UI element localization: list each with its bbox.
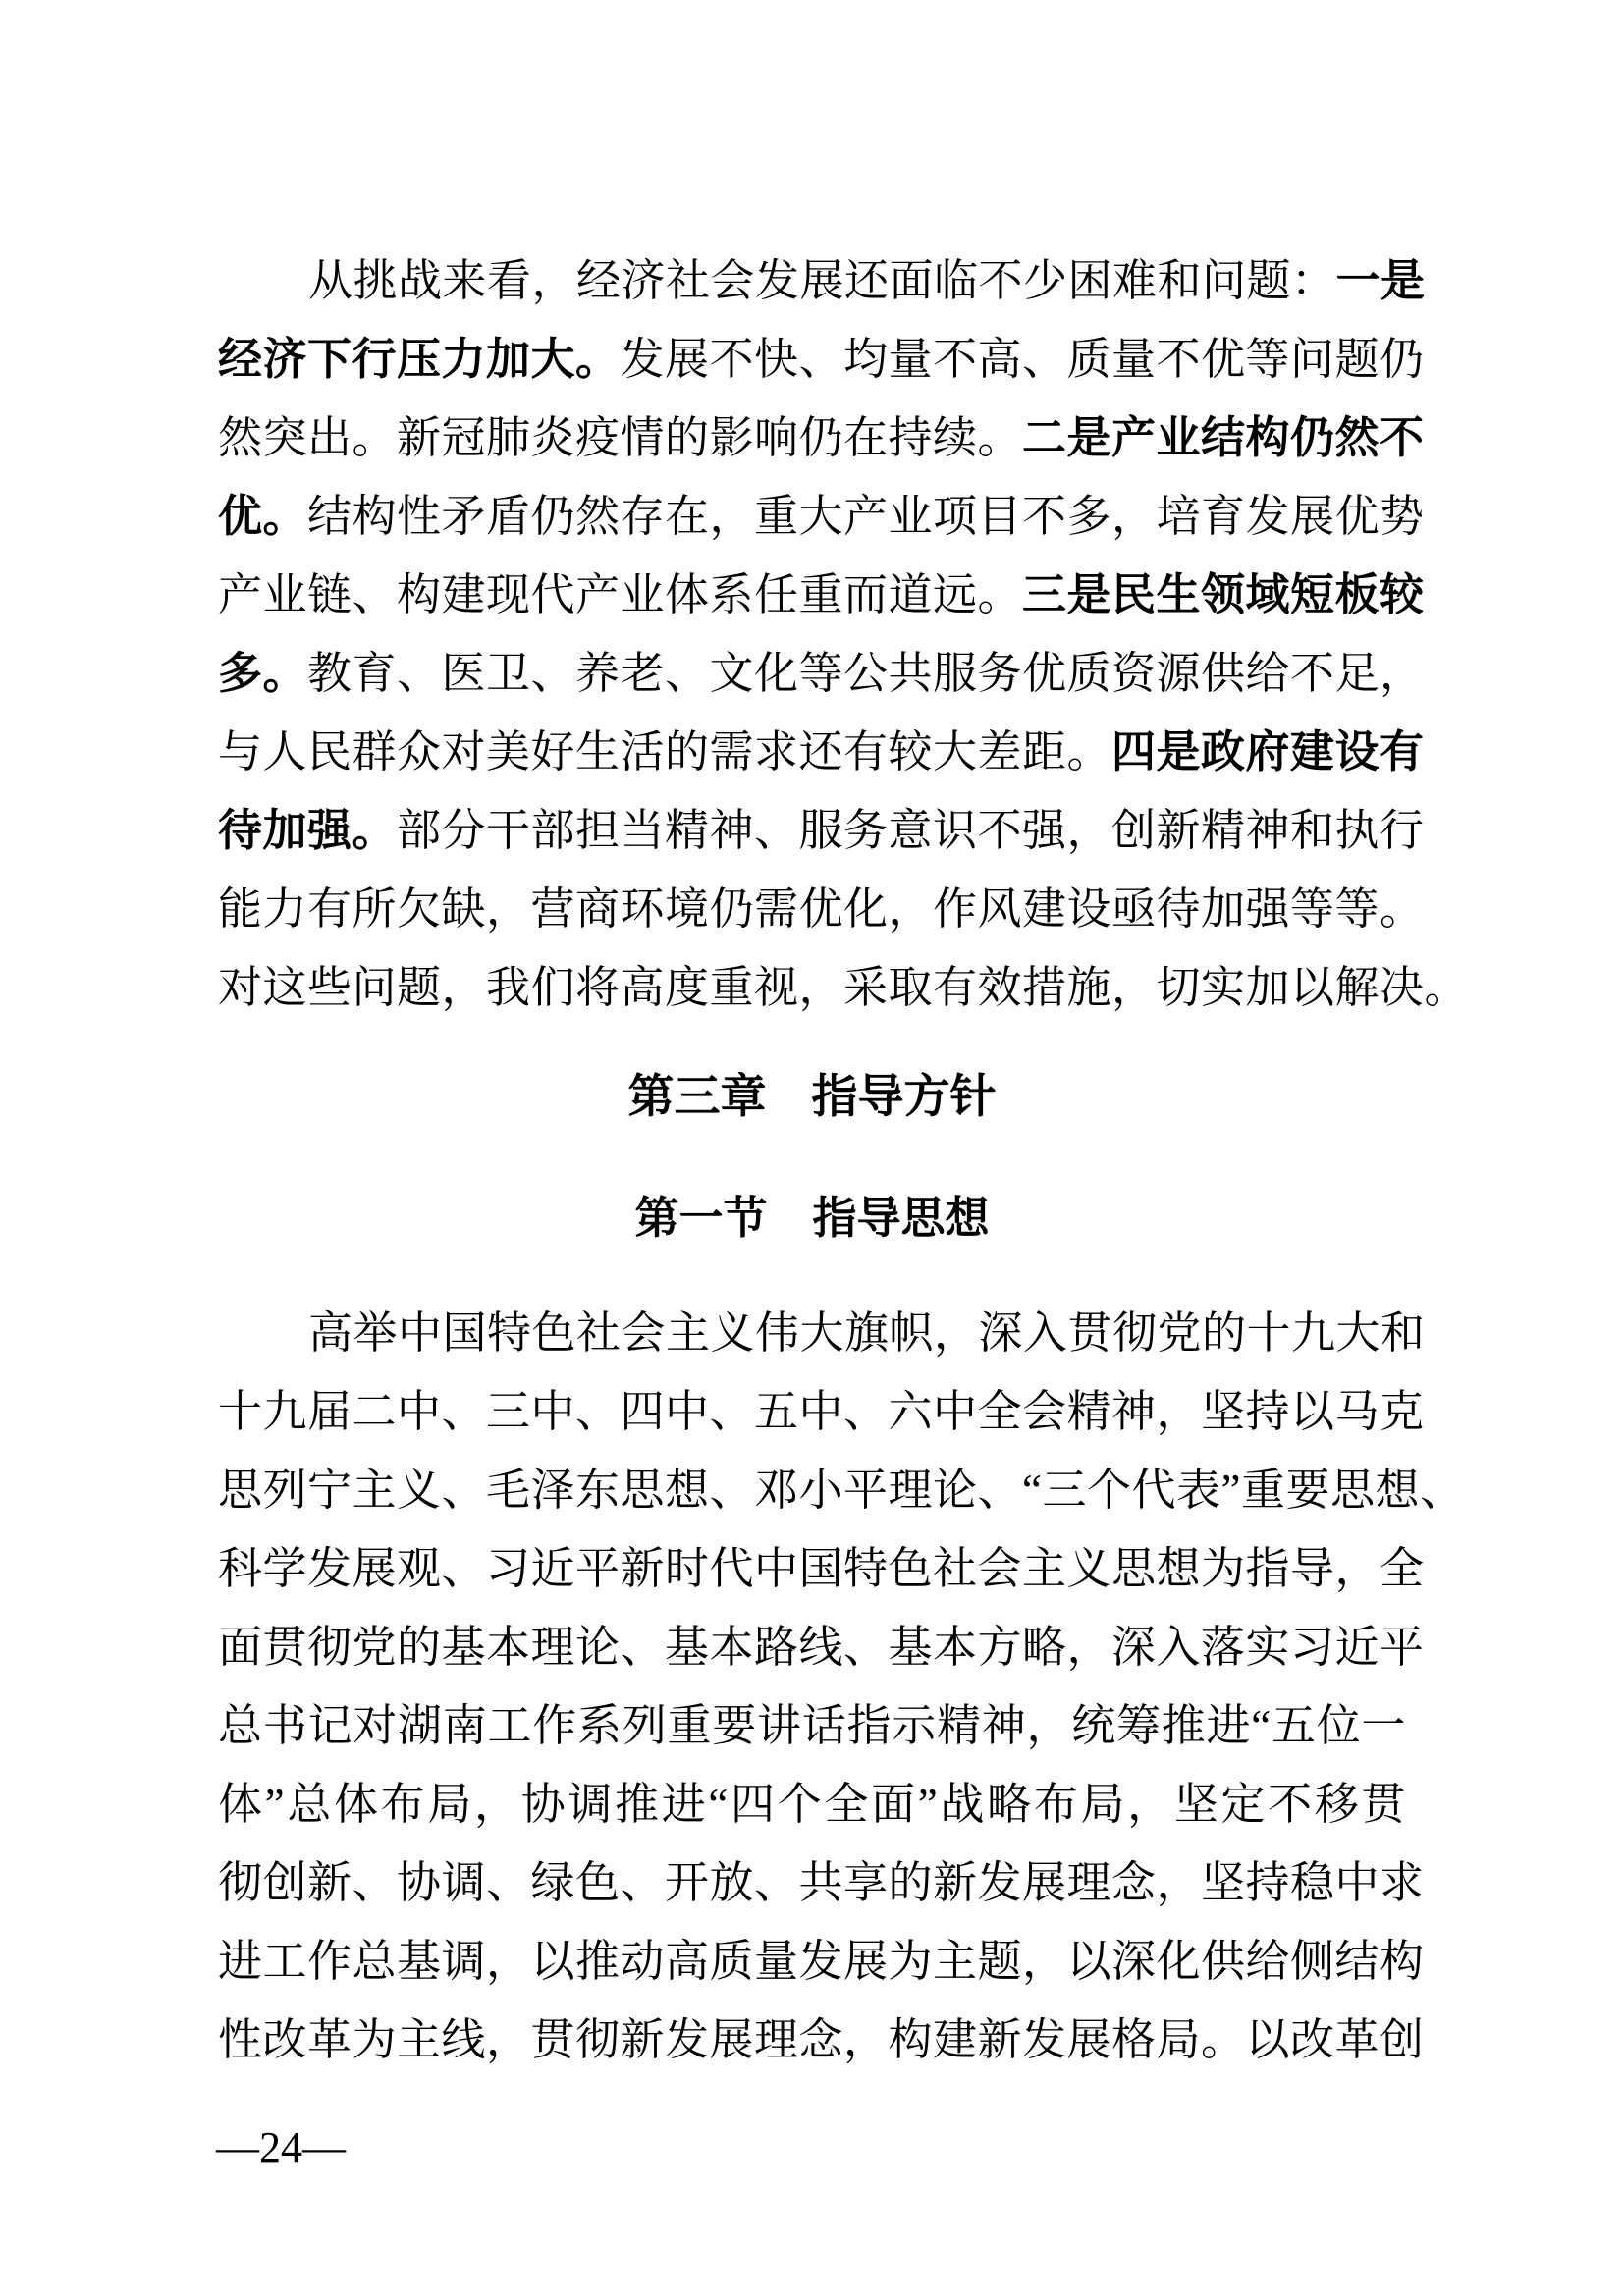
- text-segment: 发展不快、均量不高、质量不优等问题仍: [620, 335, 1425, 384]
- text-segment-bold: 二是产业结构仍然不: [1022, 413, 1425, 462]
- text-segment: 体”总体布局，协调推进“四个全面”战略布局，坚定不移贯: [218, 1780, 1406, 1829]
- text-line: [218, 1294, 1426, 1372]
- text-line: [218, 2001, 1425, 2079]
- section-title: 指导思想: [812, 1193, 990, 1243]
- text-segment-bold: 三是民生领域短板较: [1022, 570, 1425, 619]
- paragraph-challenges: [218, 241, 1470, 1027]
- text-segment-bold: 待加强。: [218, 806, 398, 855]
- text-line: [218, 1765, 1406, 1843]
- text-line: [218, 320, 1425, 399]
- chapter-title: 指导方针: [811, 1072, 997, 1123]
- text-line: [218, 241, 1426, 320]
- text-segment: 部分干部担当精神、服务意识不强，创新精神和执行: [397, 806, 1425, 855]
- text-line: [218, 1529, 1425, 1608]
- text-segment: 高举中国特色社会主义伟大旗帜，深入贯彻党的十九大和: [308, 1308, 1426, 1358]
- text-line: [218, 634, 1425, 713]
- text-segment: 产业链、构建现代产业体系任重而道远。: [218, 570, 1023, 619]
- text-segment: 然突出。新冠肺炎疫情的影响仍在持续。: [218, 413, 1023, 462]
- text-line: [218, 1843, 1425, 1922]
- page-number: —24—: [216, 2123, 346, 2171]
- text-line: [218, 556, 1425, 634]
- text-line: [218, 791, 1425, 870]
- text-segment-bold: 多。: [218, 649, 308, 698]
- text-line: [218, 1922, 1425, 2001]
- text-segment: 与人民群众对美好生活的需求还有较大差距。: [218, 727, 1112, 776]
- text-segment: 科学发展观、习近平新时代中国特色社会主义思想为指导，全: [218, 1544, 1425, 1593]
- text-segment: 教育、医卫、养老、文化等公共服务优质资源供给不足，: [307, 649, 1425, 698]
- text-segment-bold: 优。: [218, 492, 308, 541]
- text-segment: 总书记对湖南工作系列重要讲话指示精神，统筹推进“五位一: [218, 1701, 1406, 1750]
- text-segment: 性改革为主线，贯彻新发展理念，构建新发展格局。以改革创: [218, 2015, 1425, 2064]
- text-segment: 思列宁主义、毛泽东思想、邓小平理论、“三个代表”重要思想、: [218, 1466, 1465, 1515]
- chapter-heading: [0, 1058, 1624, 1137]
- text-line: [218, 1608, 1425, 1686]
- text-segment: 结构性矛盾仍然存在，重大产业项目不多，培育发展优势: [307, 492, 1425, 541]
- text-segment: 面贯彻党的基本理论、基本路线、基本方略，深入落实习近平: [218, 1623, 1425, 1672]
- text-segment-bold: 一是: [1335, 256, 1426, 305]
- text-segment-bold: 四是政府建设有: [1111, 727, 1425, 776]
- text-line: [218, 1451, 1465, 1529]
- chapter-number: 第三章: [627, 1072, 767, 1123]
- text-line: [218, 1372, 1425, 1451]
- text-line: [218, 477, 1425, 556]
- text-line: [218, 713, 1425, 791]
- text-line: [218, 948, 1470, 1027]
- text-segment: 十九届二中、三中、四中、五中、六中全会精神，坚持以马克: [218, 1387, 1425, 1436]
- section-number: 第一节: [634, 1193, 768, 1243]
- text-segment-bold: 经济下行压力加大。: [218, 335, 621, 384]
- section-heading: [0, 1179, 1624, 1257]
- text-segment: 彻创新、协调、绿色、开放、共享的新发展理念，坚持稳中求: [218, 1858, 1425, 1907]
- text-segment: 对这些问题，我们将高度重视，采取有效措施，切实加以解决。: [218, 963, 1470, 1012]
- text-segment: 能力有所欠缺，营商环境仍需优化，作风建设亟待加强等等。: [218, 884, 1425, 934]
- text-line: [218, 399, 1425, 477]
- text-line: [218, 1686, 1406, 1765]
- text-segment: 进工作总基调，以推动高质量发展为主题，以深化供给侧结构: [218, 1937, 1425, 1986]
- text-segment: 从挑战来看，经济社会发展还面临不少困难和问题：: [308, 256, 1336, 305]
- paragraph-guiding-ideology: [218, 1294, 1465, 2079]
- text-line: [218, 870, 1425, 948]
